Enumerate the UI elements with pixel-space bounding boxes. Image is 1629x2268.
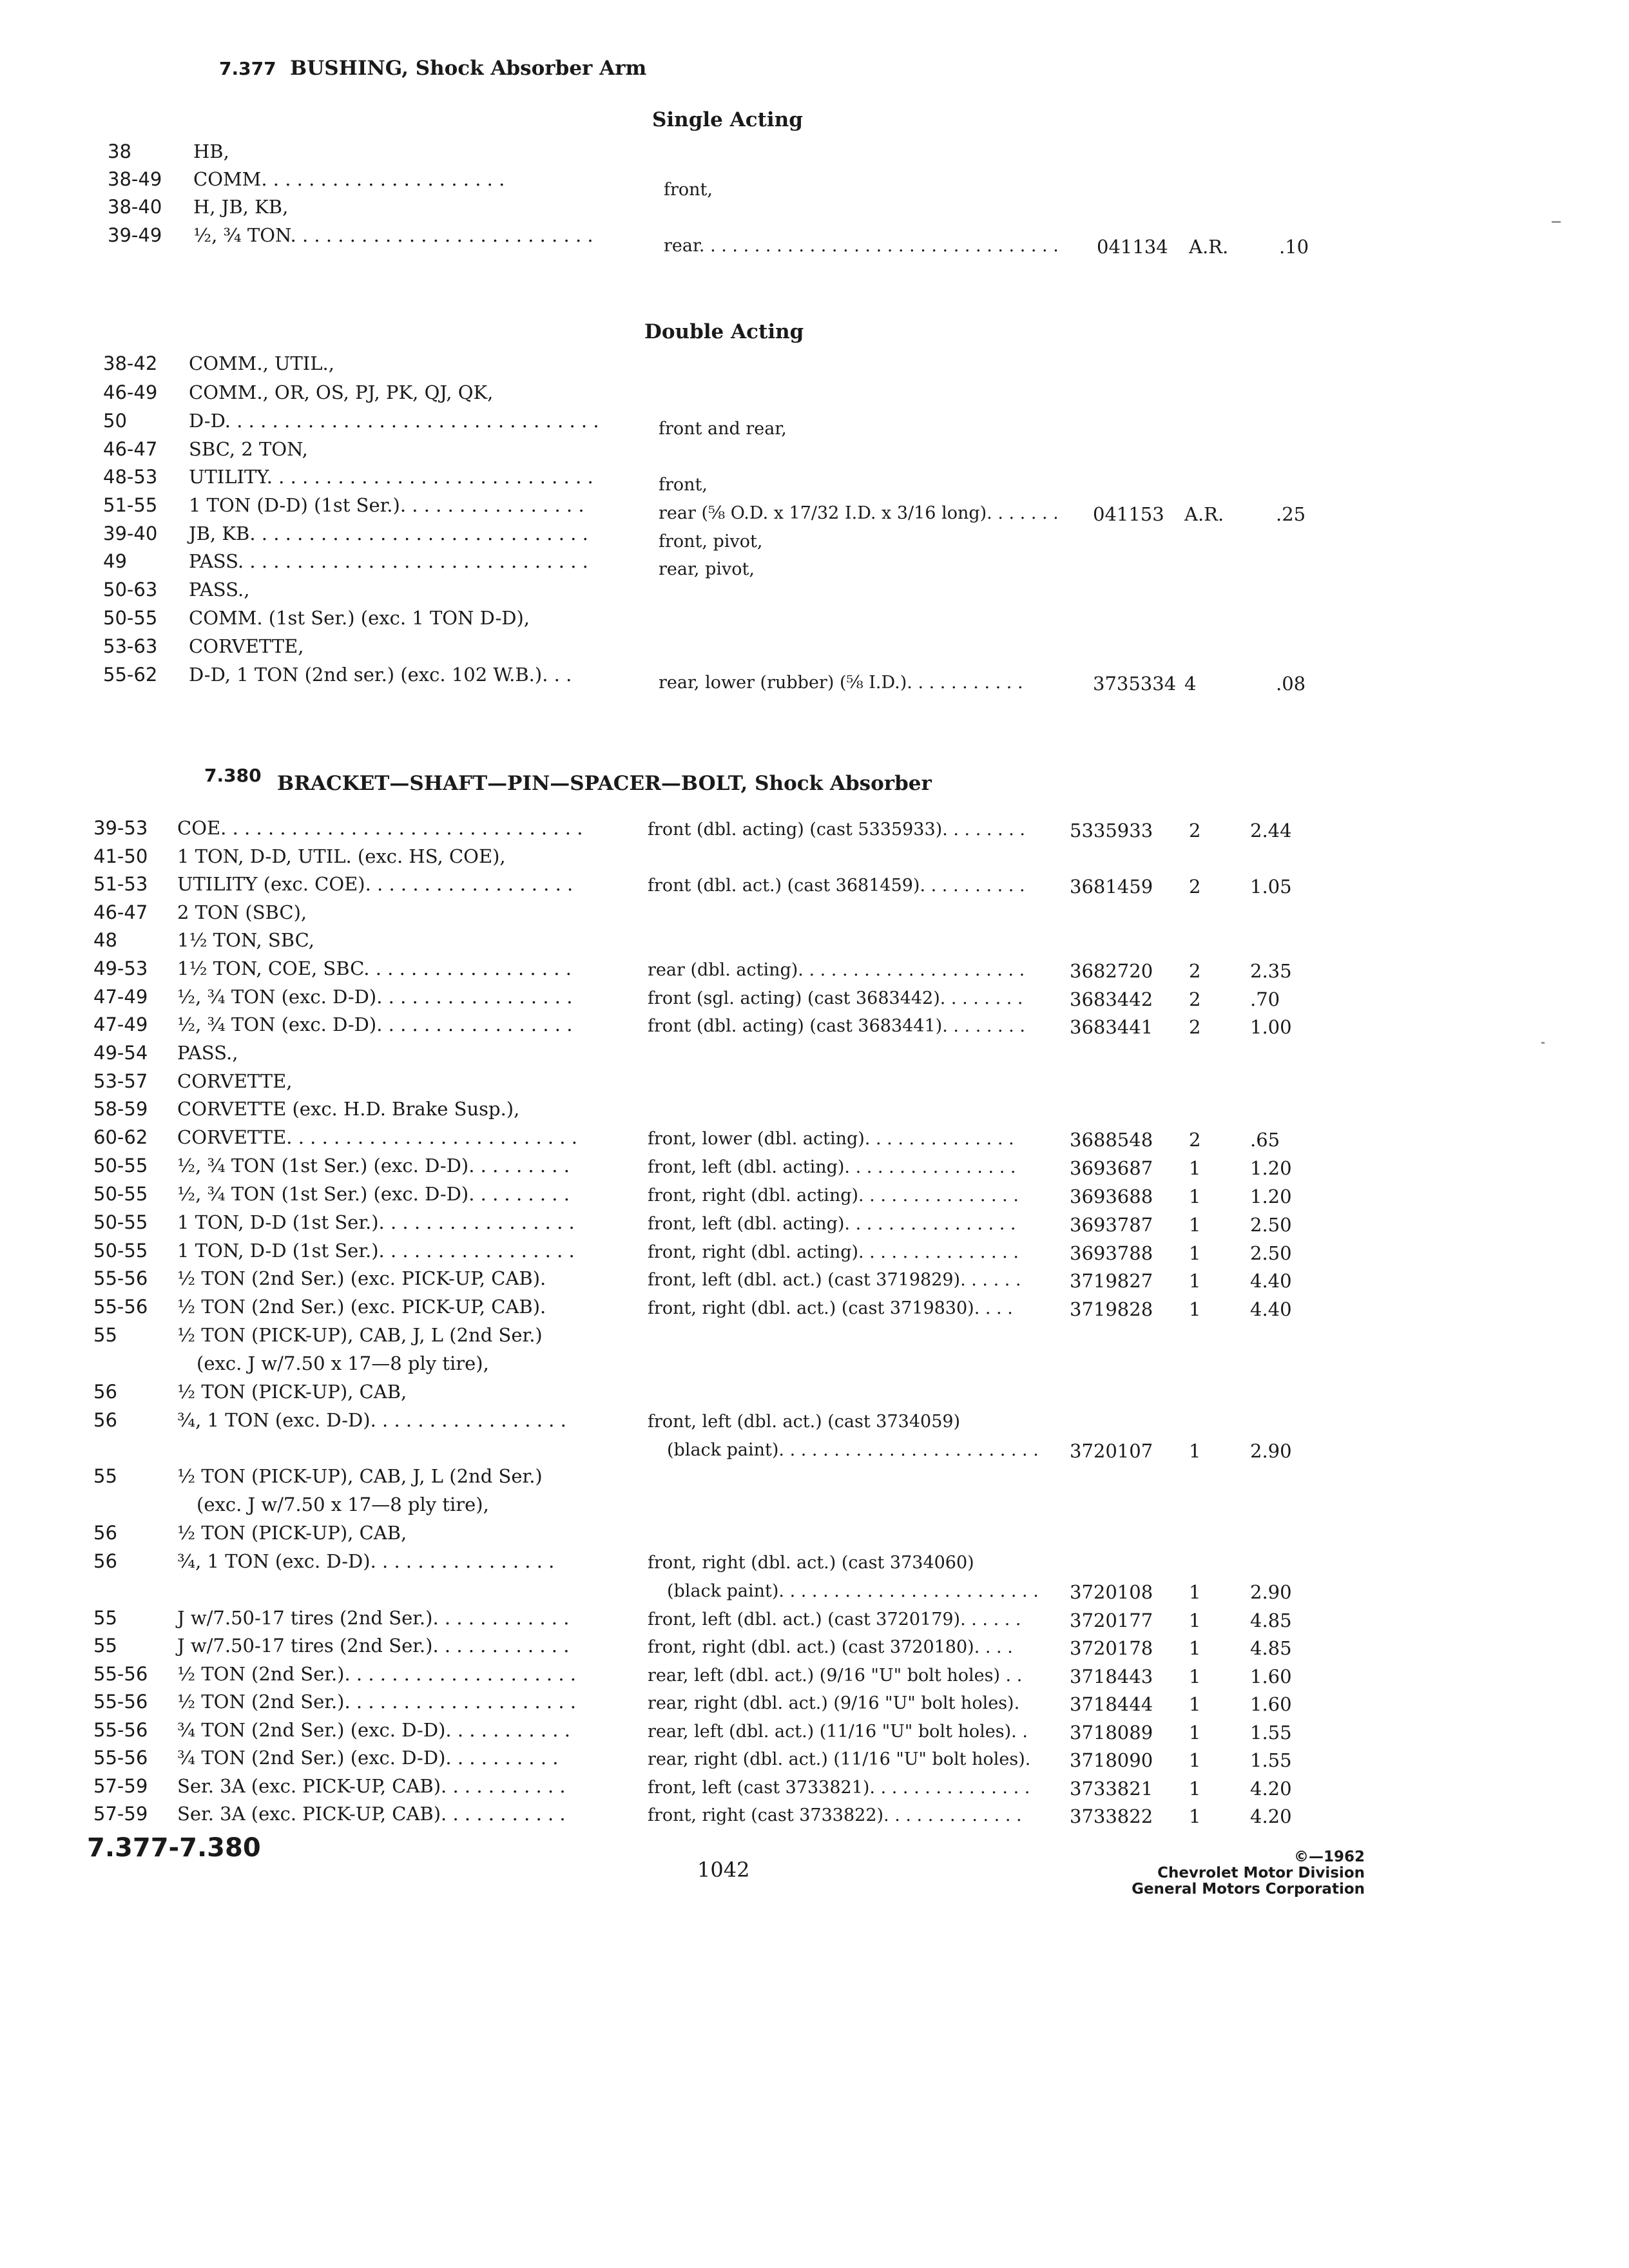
model-description: HB,	[193, 140, 229, 162]
model-description: 1 TON (D-D) (1st Ser.). . . . . . . . . . . . . . . .	[189, 494, 584, 516]
model-year: 50-55	[103, 607, 158, 629]
price: .70	[1250, 988, 1280, 1010]
model-year: 55-56	[93, 1691, 148, 1713]
model-year: 41-50	[93, 845, 148, 867]
model-year: 50-55	[93, 1211, 148, 1233]
quantity: 1	[1189, 1242, 1201, 1264]
model-description: CORVETTE,	[177, 1070, 293, 1092]
part-description: rear (dbl. acting). . . . . . . . . . . . . . . . . . . . .	[648, 960, 1025, 980]
part-description: rear, right (dbl. act.) (9/16 "U" bolt holes).	[648, 1693, 1020, 1713]
model-year: 50-55	[93, 1240, 148, 1262]
model-year: 39-49	[108, 224, 162, 246]
part-number: 3720178	[1070, 1637, 1153, 1659]
model-description: ¾ TON (2nd Ser.) (exc. D-D). . . . . . . . . . .	[177, 1719, 570, 1741]
part-number: 3733822	[1070, 1805, 1153, 1827]
price: .08	[1276, 673, 1306, 695]
part-description: front (dbl. acting) (cast 3683441). . . . . . . .	[648, 1016, 1025, 1036]
section-title: BRACKET—SHAFT—PIN—SPACER—BOLT, Shock Absorber	[277, 772, 932, 795]
price: .25	[1276, 503, 1306, 525]
model-year: 50-55	[93, 1183, 148, 1205]
part-description: front, left (dbl. acting). . . . . . . . . . . . . . . .	[648, 1157, 1016, 1177]
price: .65	[1250, 1129, 1280, 1151]
model-year: 39-40	[103, 523, 158, 544]
model-description: ½, ¾ TON (exc. D-D). . . . . . . . . . . . . . . . .	[177, 1014, 573, 1035]
model-description: 1½ TON, SBC,	[177, 929, 314, 951]
part-number: 3718089	[1070, 1722, 1153, 1744]
model-year: 55-56	[93, 1719, 148, 1741]
model-year: 38-40	[108, 196, 162, 218]
model-description: PASS. . . . . . . . . . . . . . . . . . . . . . . . . . . . . .	[189, 550, 588, 572]
price: 1.05	[1250, 876, 1292, 898]
part-number: 3693687	[1070, 1157, 1153, 1179]
model-description: UTILITY. . . . . . . . . . . . . . . . . . . . . . . . . . . .	[189, 466, 593, 488]
model-description: ¾ TON (2nd Ser.) (exc. D-D). . . . . . . . . .	[177, 1747, 559, 1769]
publisher-credit	[1132, 1849, 1365, 1898]
part-number: 3719827	[1070, 1270, 1153, 1292]
price: 4.20	[1250, 1805, 1292, 1827]
model-description: 1 TON, D-D (1st Ser.). . . . . . . . . . . . . . . . .	[177, 1240, 575, 1262]
part-number: 3683442	[1070, 988, 1153, 1010]
part-number: 3720177	[1070, 1610, 1153, 1631]
model-year: 55	[93, 1324, 117, 1346]
model-year: 55-56	[93, 1296, 148, 1318]
scan-mark	[1552, 221, 1561, 223]
model-description: ½ TON (2nd Ser.) (exc. PICK-UP, CAB).	[177, 1296, 546, 1318]
model-description: ¾, 1 TON (exc. D-D). . . . . . . . . . . . . . . . .	[177, 1409, 566, 1431]
model-year: 48-53	[103, 466, 158, 488]
part-description: rear, pivot,	[659, 559, 755, 579]
model-description: ¾, 1 TON (exc. D-D). . . . . . . . . . . . . . . .	[177, 1550, 555, 1572]
quantity: 2	[1189, 1129, 1201, 1151]
model-year: 47-49	[93, 1014, 148, 1035]
price: 1.55	[1250, 1749, 1292, 1771]
model-description: COMM. (1st Ser.) (exc. 1 TON D-D),	[189, 607, 530, 629]
model-description: PASS.,	[177, 1042, 238, 1064]
quantity: 1	[1189, 1157, 1201, 1179]
model-year: 57-59	[93, 1775, 148, 1797]
part-description: front,	[664, 180, 713, 200]
model-year: 56	[93, 1522, 117, 1544]
part-number: 041153	[1093, 503, 1164, 525]
part-number: 3693688	[1070, 1186, 1153, 1207]
part-description: front, right (dbl. acting). . . . . . . . . . . . . . .	[648, 1186, 1019, 1206]
model-description: JB, KB. . . . . . . . . . . . . . . . . . . . . . . . . . . . .	[189, 523, 588, 544]
part-description: front,	[659, 475, 708, 495]
model-description: J w/7.50-17 tires (2nd Ser.). . . . . . . . . . . .	[177, 1635, 570, 1657]
model-year: 55	[93, 1607, 117, 1629]
part-description: front, right (dbl. act.) (cast 3719830). . . .	[648, 1298, 1013, 1318]
quantity: 1	[1189, 1440, 1201, 1462]
price: 1.20	[1250, 1157, 1292, 1179]
quantity: 1	[1189, 1805, 1201, 1827]
price: 4.85	[1250, 1637, 1292, 1659]
quantity: 1	[1189, 1637, 1201, 1659]
part-number: 3720108	[1070, 1581, 1153, 1603]
part-description: (black paint). . . . . . . . . . . . . . . . . . . . . . . .	[667, 1440, 1039, 1460]
model-year: 53-57	[93, 1070, 148, 1092]
part-description: front (dbl. act.) (cast 3681459). . . . . . . . . .	[648, 876, 1025, 896]
model-description: D-D. . . . . . . . . . . . . . . . . . . . . . . . . . . . . . . .	[189, 410, 599, 432]
quantity: 2	[1189, 960, 1201, 982]
model-year: 60-62	[93, 1126, 148, 1148]
part-description: front, left (dbl. act.) (cast 3720179). . . . . .	[648, 1610, 1021, 1629]
part-description: front, pivot,	[659, 532, 763, 552]
model-description: ½ TON (PICK-UP), CAB,	[177, 1522, 407, 1544]
quantity: A.R.	[1189, 236, 1229, 258]
model-description: H, JB, KB,	[193, 196, 289, 218]
model-year: 57-59	[93, 1803, 148, 1825]
part-description: rear, left (dbl. act.) (9/16 "U" bolt holes) . .	[648, 1666, 1023, 1686]
model-description: COMM., OR, OS, PJ, PK, QJ, QK,	[189, 381, 494, 403]
model-description: 2 TON (SBC),	[177, 901, 307, 923]
quantity: 2	[1189, 820, 1201, 841]
part-number: 5335933	[1070, 820, 1153, 841]
part-number: 3720107	[1070, 1440, 1153, 1462]
section-number: 7.380	[204, 765, 262, 786]
quantity: 2	[1189, 1016, 1201, 1038]
model-description: UTILITY (exc. COE). . . . . . . . . . . . . . . . . .	[177, 873, 574, 895]
model-year: 48	[93, 929, 117, 951]
model-description: J w/7.50-17 tires (2nd Ser.). . . . . . . . . . . .	[177, 1607, 570, 1629]
section-title: BUSHING, Shock Absorber Arm	[290, 57, 647, 80]
model-year: 56	[93, 1409, 117, 1431]
model-year: 58-59	[93, 1098, 148, 1120]
model-year: 49-53	[93, 957, 148, 979]
model-description: ½, ¾ TON (1st Ser.) (exc. D-D). . . . . . . . .	[177, 1155, 570, 1177]
model-description: COE. . . . . . . . . . . . . . . . . . . . . . . . . . . . . . .	[177, 817, 583, 839]
quantity: 1	[1189, 1214, 1201, 1236]
model-description: ½ TON (2nd Ser.). . . . . . . . . . . . . . . . . . . .	[177, 1691, 577, 1713]
model-year: 46-47	[93, 901, 148, 923]
section-number: 7.377	[219, 58, 276, 79]
part-description: rear. . . . . . . . . . . . . . . . . . . . . . . . . . . . . . . . .	[664, 236, 1059, 256]
part-description: rear, right (dbl. act.) (11/16 "U" bolt holes).	[648, 1749, 1031, 1769]
price: 1.20	[1250, 1186, 1292, 1207]
quantity: 1	[1189, 1270, 1201, 1292]
model-description: CORVETTE (exc. H.D. Brake Susp.),	[177, 1098, 520, 1120]
part-number: 3693787	[1070, 1214, 1153, 1236]
model-description: PASS.,	[189, 579, 250, 601]
quantity: 1	[1189, 1186, 1201, 1207]
part-description: front, left (dbl. act.) (cast 3734059)	[648, 1412, 961, 1432]
model-year: 50-55	[93, 1155, 148, 1177]
model-year: 50-63	[103, 579, 158, 601]
model-description: (exc. J w/7.50 x 17—8 ply tire),	[197, 1352, 489, 1374]
model-description: ½ TON (2nd Ser.). . . . . . . . . . . . . . . . . . . .	[177, 1663, 577, 1685]
part-number: 3683441	[1070, 1016, 1153, 1038]
model-year: 55-56	[93, 1747, 148, 1769]
model-year: 38-42	[103, 352, 158, 374]
price: 1.55	[1250, 1722, 1292, 1744]
price: 2.50	[1250, 1214, 1292, 1236]
part-description: (black paint). . . . . . . . . . . . . . . . . . . . . . . .	[667, 1581, 1039, 1601]
model-description: 1½ TON, COE, SBC. . . . . . . . . . . . . . . . . .	[177, 957, 572, 979]
subsection-heading: Double Acting	[644, 320, 804, 343]
quantity: 1	[1189, 1581, 1201, 1603]
part-description: front, right (dbl. act.) (cast 3734060)	[648, 1553, 974, 1573]
model-description: CORVETTE. . . . . . . . . . . . . . . . . . . . . . . . .	[177, 1126, 577, 1148]
model-year: 49-54	[93, 1042, 148, 1064]
model-description: (exc. J w/7.50 x 17—8 ply tire),	[197, 1494, 489, 1515]
price: 4.40	[1250, 1270, 1292, 1292]
part-number: 3718444	[1070, 1693, 1153, 1715]
quantity: 2	[1189, 988, 1201, 1010]
part-number: 3688548	[1070, 1129, 1153, 1151]
quantity: 1	[1189, 1610, 1201, 1631]
model-description: D-D, 1 TON (2nd ser.) (exc. 102 W.B.). . .	[189, 664, 572, 686]
model-description: ½, ¾ TON (1st Ser.) (exc. D-D). . . . . . . . .	[177, 1183, 570, 1205]
model-year: 55-62	[103, 664, 158, 686]
price: 1.60	[1250, 1666, 1292, 1687]
price: 4.40	[1250, 1298, 1292, 1320]
model-description: ½ TON (PICK-UP), CAB,	[177, 1381, 407, 1403]
subsection-heading: Single Acting	[652, 108, 803, 131]
model-description: ½, ¾ TON (exc. D-D). . . . . . . . . . . . . . . . .	[177, 986, 573, 1008]
model-year: 51-55	[103, 494, 158, 516]
model-description: Ser. 3A (exc. PICK-UP, CAB). . . . . . . . . . .	[177, 1775, 566, 1797]
model-description: COMM., UTIL.,	[189, 352, 334, 374]
part-description: front, lower (dbl. acting). . . . . . . . . . . . . .	[648, 1129, 1014, 1149]
part-number: 3733821	[1070, 1778, 1153, 1800]
page-number: 1042	[697, 1858, 750, 1882]
model-year: 56	[93, 1381, 117, 1403]
price: 2.50	[1250, 1242, 1292, 1264]
model-year: 55	[93, 1465, 117, 1487]
model-year: 55-56	[93, 1267, 148, 1289]
price: 1.00	[1250, 1016, 1292, 1038]
quantity: 2	[1189, 876, 1201, 898]
part-description: front and rear,	[659, 419, 787, 439]
part-number: 3681459	[1070, 876, 1153, 898]
model-year: 38	[108, 140, 131, 162]
model-year: 51-53	[93, 873, 148, 895]
model-description: ½ TON (PICK-UP), CAB, J, L (2nd Ser.)	[177, 1465, 543, 1487]
price: 2.90	[1250, 1581, 1292, 1603]
part-number: 041134	[1097, 236, 1168, 258]
quantity: 1	[1189, 1749, 1201, 1771]
model-year: 53-63	[103, 635, 158, 657]
price: .10	[1279, 236, 1309, 258]
model-year: 39-53	[93, 817, 148, 839]
model-description: ½, ¾ TON. . . . . . . . . . . . . . . . . . . . . . . . . .	[193, 224, 593, 246]
part-number: 3735334	[1093, 673, 1177, 695]
price: 2.44	[1250, 820, 1292, 841]
model-year: 50	[103, 410, 127, 432]
model-year: 49	[103, 550, 127, 572]
quantity: 1	[1189, 1693, 1201, 1715]
model-description: CORVETTE,	[189, 635, 304, 657]
part-number: 3682720	[1070, 960, 1153, 982]
model-description: Ser. 3A (exc. PICK-UP, CAB). . . . . . . . . . .	[177, 1803, 566, 1825]
quantity: 1	[1189, 1722, 1201, 1744]
part-description: front (sgl. acting) (cast 3683442). . . . . . . .	[648, 988, 1023, 1008]
quantity: 1	[1189, 1666, 1201, 1687]
model-year: 46-49	[103, 381, 158, 403]
scan-mark	[1541, 1042, 1545, 1044]
model-year: 38-49	[108, 168, 162, 190]
price: 2.90	[1250, 1440, 1292, 1462]
quantity: 1	[1189, 1298, 1201, 1320]
part-number: 3718443	[1070, 1666, 1153, 1687]
model-year: 47-49	[93, 986, 148, 1008]
price: 4.20	[1250, 1778, 1292, 1800]
model-year: 55	[93, 1635, 117, 1657]
part-number: 3718090	[1070, 1749, 1153, 1771]
part-description: front (dbl. acting) (cast 5335933). . . . . . . .	[648, 820, 1025, 840]
part-description: front, right (dbl. act.) (cast 3720180). . . .	[648, 1637, 1013, 1657]
model-description: SBC, 2 TON,	[189, 438, 308, 460]
part-description: front, right (cast 3733822). . . . . . . . . . . . .	[648, 1805, 1022, 1825]
price: 2.35	[1250, 960, 1292, 982]
copyright: ©—1962	[1293, 1849, 1365, 1865]
division: Chevrolet Motor Division	[1157, 1865, 1365, 1881]
part-description: front, left (dbl. act.) (cast 3719829). . . . . .	[648, 1270, 1021, 1290]
section-range-code: 7.377-7.380	[87, 1833, 261, 1863]
model-description: COMM. . . . . . . . . . . . . . . . . . . . .	[193, 168, 505, 190]
part-description: front, left (cast 3733821). . . . . . . . . . . . . . .	[648, 1778, 1030, 1798]
model-description: ½ TON (2nd Ser.) (exc. PICK-UP, CAB).	[177, 1267, 546, 1289]
part-description: front, left (dbl. acting). . . . . . . . . . . . . . . .	[648, 1214, 1016, 1234]
part-number: 3719828	[1070, 1298, 1153, 1320]
model-year: 55-56	[93, 1663, 148, 1685]
price: 1.60	[1250, 1693, 1292, 1715]
part-description: rear, left (dbl. act.) (11/16 "U" bolt holes). .	[648, 1722, 1028, 1742]
price: 4.85	[1250, 1610, 1292, 1631]
model-year: 46-47	[103, 438, 158, 460]
model-description: 1 TON, D-D (1st Ser.). . . . . . . . . . . . . . . . .	[177, 1211, 575, 1233]
model-description: ½ TON (PICK-UP), CAB, J, L (2nd Ser.)	[177, 1324, 543, 1346]
part-description: rear (⅝ O.D. x 17/32 I.D. x 3/16 long). . . . . . .	[659, 503, 1059, 523]
model-year: 56	[93, 1550, 117, 1572]
model-description: 1 TON, D-D, UTIL. (exc. HS, COE),	[177, 845, 506, 867]
quantity: A.R.	[1184, 503, 1224, 525]
quantity: 4	[1184, 673, 1197, 695]
corporation: General Motors Corporation	[1132, 1881, 1365, 1898]
part-description: rear, lower (rubber) (⅝ I.D.). . . . . . . . . . .	[659, 673, 1023, 693]
part-description: front, right (dbl. acting). . . . . . . . . . . . . . .	[648, 1242, 1019, 1262]
quantity: 1	[1189, 1778, 1201, 1800]
part-number: 3693788	[1070, 1242, 1153, 1264]
